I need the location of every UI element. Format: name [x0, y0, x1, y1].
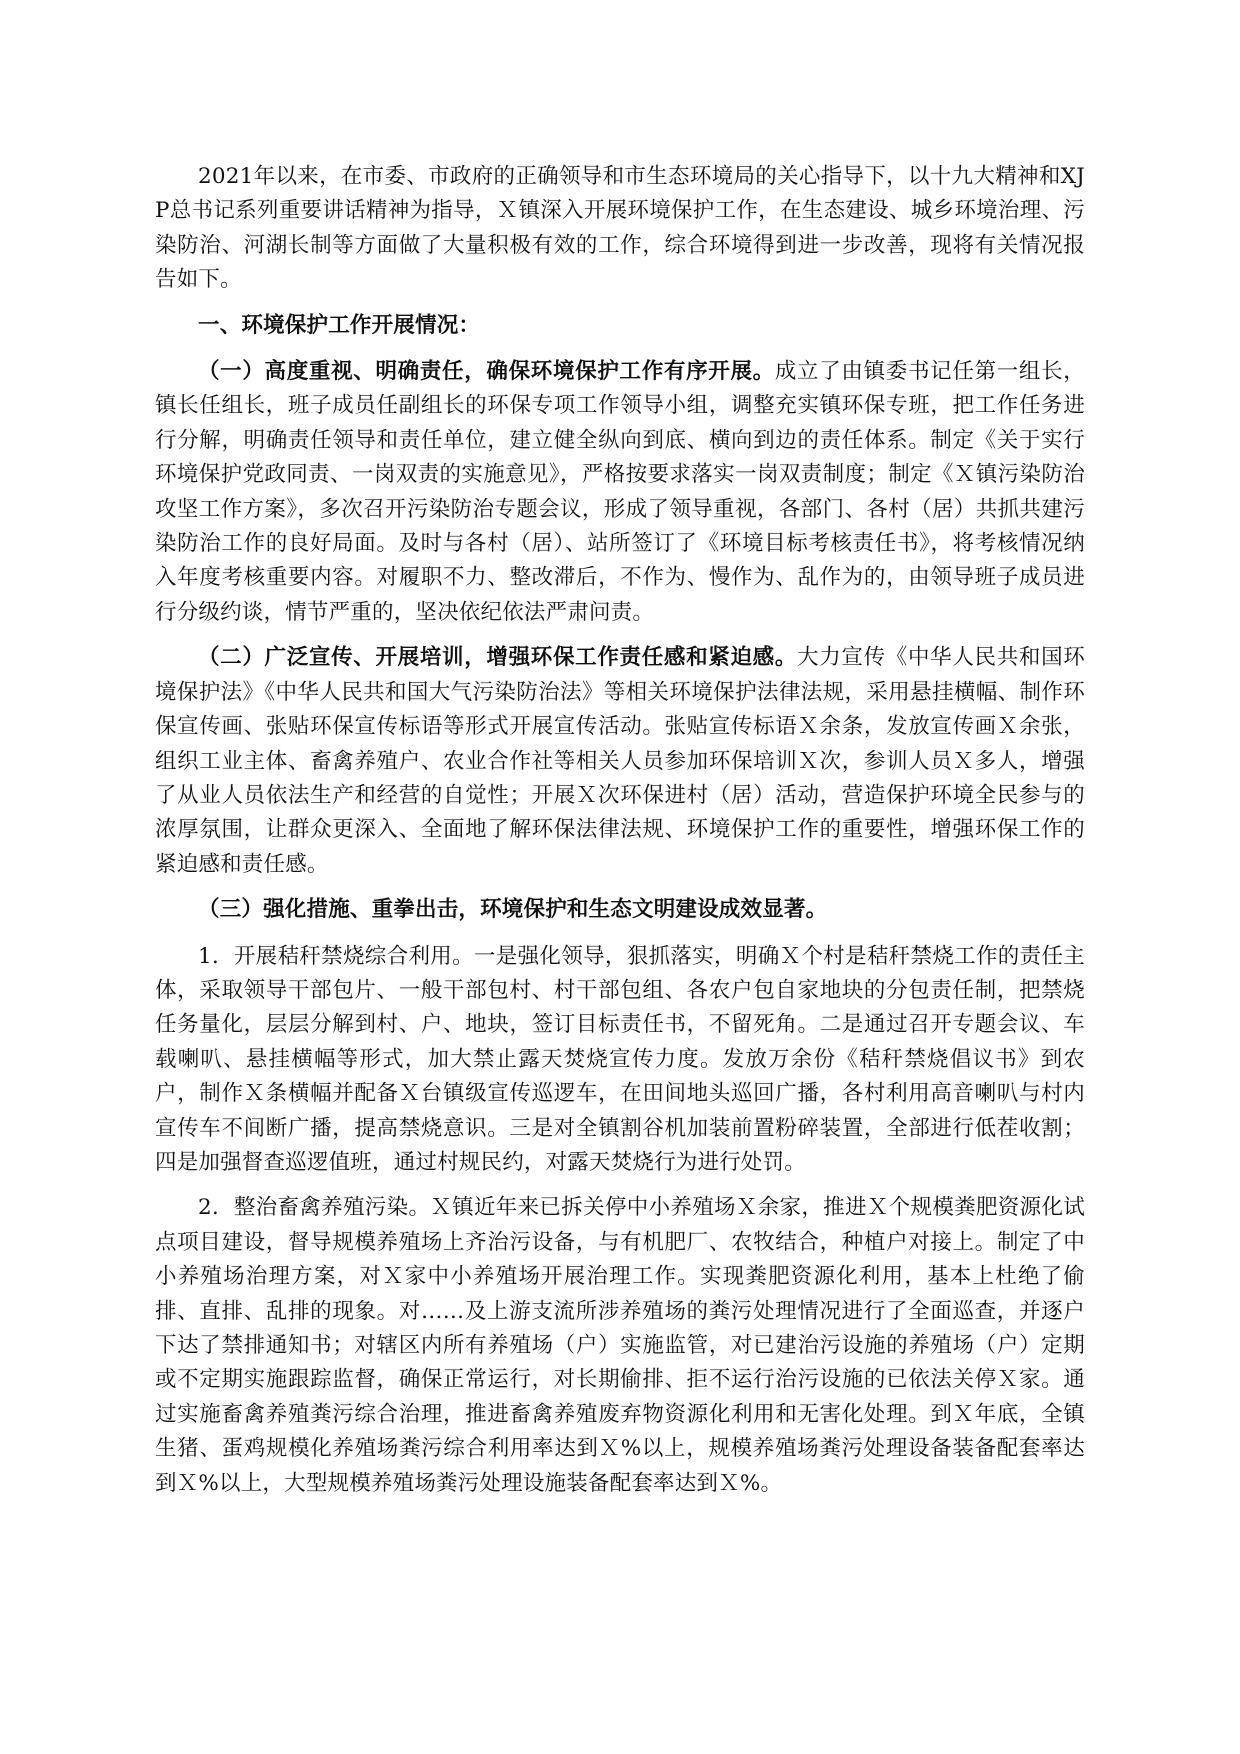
- subsection-2-body: 大力宣传《中华人民共和国环境保护法》《中华人民共和国大气污染防治法》等相关环境保护法律法规，采用悬挂横幅、制作环保宣传画、张贴环保宣传标语等形式开展宣传活动。张贴宣传标语Ｘ余条，发放宣传画Ｘ余张，组织工业主体、畜禽养殖户、农业合作社等相关人员参加环保培训Ｘ次，参训人员Ｘ多人，增强了从业人员依法生产和经营的自觉性；开展Ｘ次环保进村（居）活动，营造保护环境全民参与的浓厚氛围，让群众更深入、全面地了解环保法律法规、环境保护工作的重要性，增强环保工作的紧迫感和责任感。: [155, 645, 1085, 877]
- intro-paragraph: 2021年以来，在市委、市政府的正确领导和市生态环境局的关心指导下，以十九大精神和XJP总书记系列重要讲话精神为指导，Ｘ镇深入开展环境保护工作，在生态建设、城乡环境治理、污染防治、河湖长制等方面做了大量积极有效的工作，综合环境得到进一步改善，现将有关情况报告如下。: [155, 164, 1085, 293]
- item-2-livestock-pollution: 2．整治畜禽养殖污染。Ｘ镇近年来已拆关停中小养殖场Ｘ余家，推进Ｘ个规模粪肥资源化试点项目建设，督导规模养殖场上齐治污设备，与有机肥厂、农牧结合，种植户对接上。制定了中小养殖场治理方案，对Ｘ家中小养殖场开展治理工作。实现粪肥资源化利用，基本上杜绝了偷排、直排、乱排的现象。对……及上游支流所涉养殖场的粪污处理情况进行了全面巡查，并逐户下达了禁排通知书；对辖区内所有养殖场（户）实施监管，对已建治污设施的养殖场（户）定期或不定期实施跟踪监督，确保正常运行，对长期偷排、拒不运行治污设施的已依法关停Ｘ家。通过实施畜禽养殖粪污综合治理，推进畜禽养殖废弃物资源化利用和无害化处理。到Ｘ年底，全镇生猪、蛋鸡规模化养殖场粪污综合利用率达到Ｘ%以上，规模养殖场粪污处理设备装备配套率达到Ｘ%以上，大型规模养殖场粪污处理设施装备配套率达到Ｘ%。: [155, 1195, 1085, 1496]
- subsection-1-paragraph: [155, 355, 1085, 630]
- subsection-1-body: 成立了由镇委书记任第一组长，镇长任组长，班子成员任副组长的环保专项工作领导小组，调整充实镇环保专班，把工作任务进行分解，明确责任领导和责任单位，建立健全纵向到底、横向到边的责任体系。制定《关于实行环境保护党政同责、一岗双责的实施意见》，严格按要求落实一岗双责制度；制定《Ｘ镇污染防治攻坚工作方案》，多次召开污染防治专题会议，形成了领导重视，各部门、各村（居）共抓共建污染防治工作的良好局面。及时与各村（居）、站所签订了《环境目标考核责任书》，将考核情况纳入年度考核重要内容。对履职不力、整改滞后，不作为、慢作为、乱作为的，由领导班子成员进行分级约谈，情节严重的，坚决依纪依法严肃问责。: [155, 359, 1085, 625]
- subsection-3-heading: （三）强化措施、重拳出击，环境保护和生态文明建设成效显著。: [198, 897, 828, 923]
- item-1-straw-burning: 1．开展秸秆禁烧综合利用。一是强化领导，狠抓落实，明确Ｘ个村是秸秆禁烧工作的责任主体，采取领导干部包片、一般干部包村、村干部包组、各农户包自家地块的分包责任制，把禁烧任务量化，层层分解到村、户、地块，签订目标责任书，不留死角。二是通过召开专题会议、车载喇叭、悬挂横幅等形式，加大禁止露天焚烧宣传力度。发放万余份《秸秆禁烧倡议书》到农户，制作Ｘ条横幅并配备Ｘ台镇级宣传巡逻车，在田间地头巡回广播，各村利用高音喇叭与村内宣传车不间断广播，提高禁烧意识。三是对全镇割谷机加装前置粉碎装置，全部进行低茬收割；四是加强督查巡逻值班，通过村规民约，对露天焚烧行为进行处罚。: [155, 943, 1085, 1175]
- section-heading-environment-work: 一、环境保护工作开展情况：: [198, 312, 481, 338]
- document-body: [155, 160, 1085, 1512]
- subsection-2-paragraph: [155, 641, 1085, 882]
- subsection-1-title: （一）高度重视、明确责任，确保环境保护工作有序开展。: [198, 359, 775, 385]
- subsection-2-title: （二）广泛宣传、开展培训，增强环保工作责任感和紧迫感。: [198, 645, 798, 671]
